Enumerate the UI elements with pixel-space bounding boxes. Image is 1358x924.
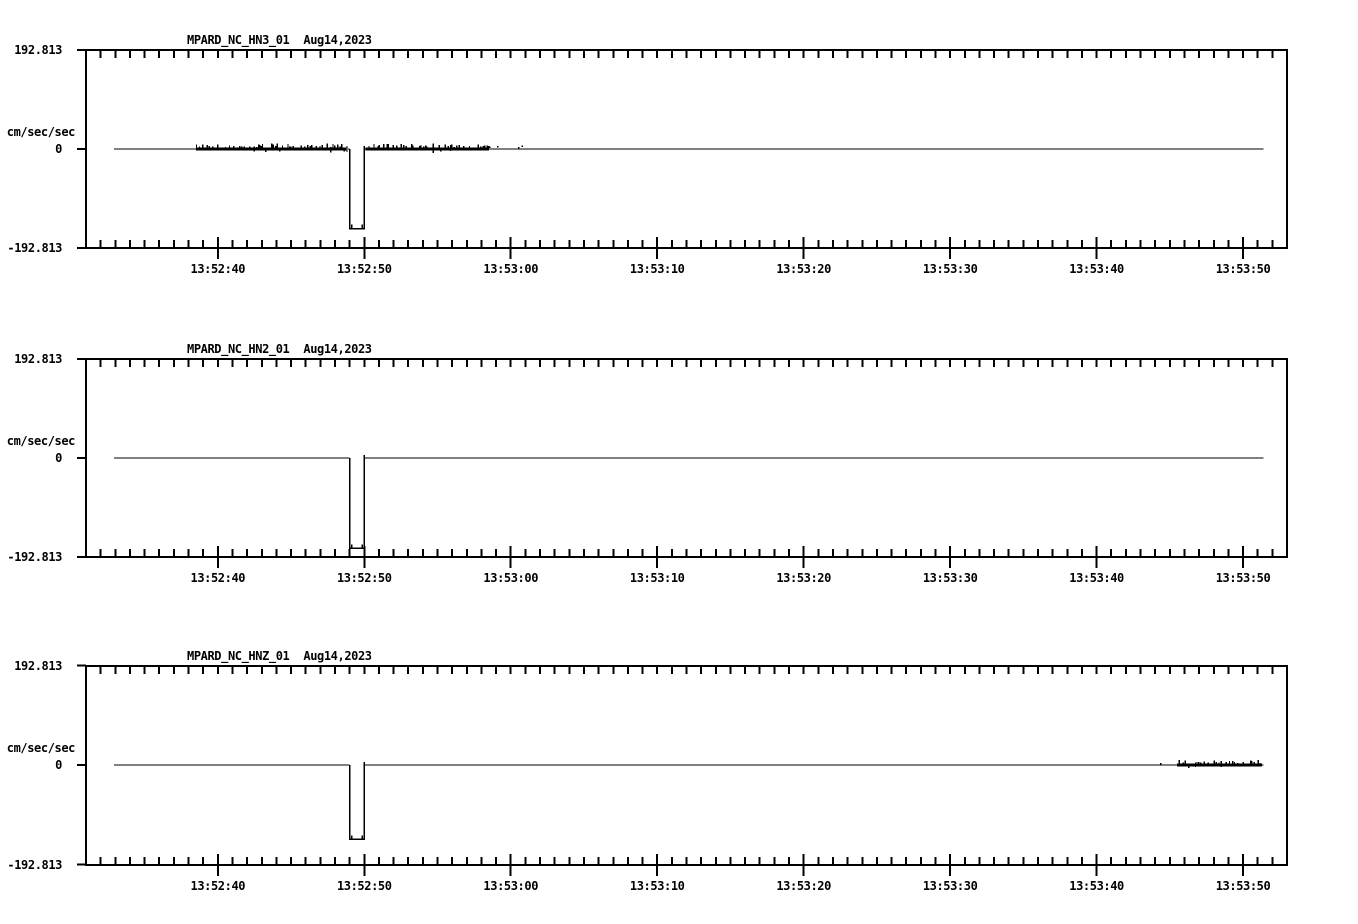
panel-plot: [77, 50, 1287, 259]
x-tick-label: 13:53:20: [776, 879, 831, 893]
y-axis-min-label: -192.813: [7, 550, 62, 564]
x-tick-label: 13:52:50: [336, 571, 392, 585]
date-label: Aug14,2023: [303, 649, 372, 663]
y-axis-min-label: -192.813: [7, 241, 62, 255]
y-axis-ticks: [77, 666, 86, 865]
x-tick-label: 13:52:50: [336, 262, 392, 276]
x-tick-label: 13:53:30: [922, 571, 978, 585]
x-tick-label: 13:53:10: [629, 879, 685, 893]
station-channel-label: MPARD_NC_HN2_01: [187, 342, 290, 356]
x-tick-label: 13:53:30: [922, 262, 978, 276]
x-tick-label: 13:53:50: [1215, 262, 1271, 276]
y-axis-max-label: 192.813: [14, 659, 62, 673]
calibration-pulse: [350, 455, 365, 548]
y-axis-ticks: [77, 50, 86, 248]
y-axis-ticks: [77, 359, 86, 557]
x-tick-label: 13:52:50: [336, 879, 392, 893]
x-tick-label: 13:53:00: [483, 262, 539, 276]
y-axis-unit-label: cm/sec/sec: [6, 434, 75, 448]
date-label: Aug14,2023: [303, 342, 372, 356]
y-axis-unit-label: cm/sec/sec: [6, 741, 75, 755]
x-tick-label: 13:53:40: [1069, 571, 1124, 585]
y-axis-zero-label: 0: [55, 142, 62, 156]
y-axis-zero-label: 0: [55, 758, 62, 772]
calibration-pulse: [350, 146, 365, 229]
x-tick-label: 13:53:00: [483, 879, 539, 893]
x-tick-label: 13:53:00: [483, 571, 539, 585]
station-channel-label: MPARD_NC_HNZ_01: [187, 649, 290, 663]
x-tick-label: 13:53:20: [776, 571, 831, 585]
x-tick-label: 13:53:40: [1069, 879, 1124, 893]
noise-marks: [196, 144, 523, 153]
calibration-pulse: [350, 762, 365, 839]
y-axis-unit-label: cm/sec/sec: [6, 125, 75, 139]
panel-plot: [77, 666, 1287, 877]
x-tick-label: 13:52:40: [190, 571, 246, 585]
panel-plot: [77, 359, 1287, 568]
top-axis-second-ticks: [101, 50, 1273, 58]
noise-marks: [1160, 760, 1262, 768]
y-axis-max-label: 192.813: [14, 352, 62, 366]
x-tick-label: 13:52:40: [190, 262, 246, 276]
x-tick-label: 13:52:40: [190, 879, 246, 893]
station-channel-label: MPARD_NC_HN3_01: [187, 33, 290, 47]
x-tick-label: 13:53:50: [1215, 571, 1271, 585]
panel-title: [187, 33, 372, 47]
x-tick-label: 13:53:30: [922, 879, 978, 893]
x-tick-label: 13:53:20: [776, 262, 831, 276]
y-axis-min-label: -192.813: [7, 858, 62, 872]
top-axis-second-ticks: [101, 666, 1273, 674]
panel-title: [187, 342, 372, 356]
x-tick-label: 13:53:50: [1215, 879, 1271, 893]
date-label: Aug14,2023: [303, 33, 372, 47]
y-axis-zero-label: 0: [55, 451, 62, 465]
top-axis-second-ticks: [101, 359, 1273, 367]
x-tick-label: 13:53:40: [1069, 262, 1124, 276]
x-tick-label: 13:53:10: [629, 262, 685, 276]
x-tick-label: 13:53:10: [629, 571, 685, 585]
panel-title: [187, 649, 372, 663]
y-axis-max-label: 192.813: [14, 43, 62, 57]
